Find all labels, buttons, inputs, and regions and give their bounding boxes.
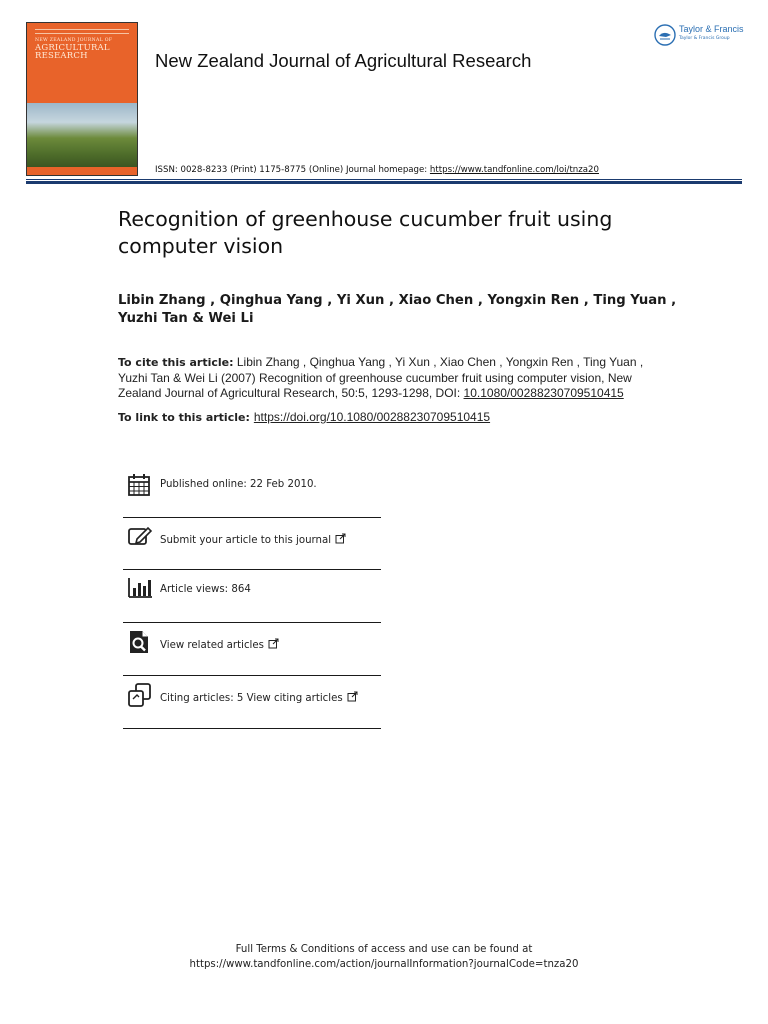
citation-block — [118, 355, 658, 402]
journal-title: New Zealand Journal of Agricultural Research — [155, 50, 532, 71]
article-views-text: Article views: 864 — [160, 584, 251, 595]
cover-bottom-strip — [27, 167, 138, 176]
publisher-name: Taylor & Francis — [679, 24, 744, 34]
article-title: Recognition of greenhouse cucumber fruit using computer vision — [118, 207, 613, 258]
terms-line: Full Terms & Conditions of access and use can be found at — [235, 944, 533, 955]
published-online-text: Published online: 22 Feb 2010. — [160, 479, 317, 490]
external-link-icon — [347, 691, 358, 702]
cover-masthead-small: NEW ZEALAND JOURNAL OF — [35, 38, 113, 43]
issn-line — [155, 165, 599, 175]
link-label: To link to this article: — [118, 411, 250, 424]
citing-articles-text: Citing articles: 5 View citing articles — [160, 693, 343, 704]
related-articles-row[interactable] — [123, 628, 381, 668]
external-link-icon — [335, 533, 346, 544]
edit-icon — [127, 524, 153, 550]
header-rule-thick — [26, 181, 742, 184]
submit-article-link[interactable] — [160, 533, 346, 546]
article-doi-link[interactable]: https://doi.org/10.1080/00288230709510415 — [253, 410, 491, 424]
journal-cover-image — [26, 22, 138, 176]
journal-homepage-link[interactable]: https://www.tandfonline.com/loi/tnza20 — [429, 165, 599, 175]
cover-masthead-line1: AGRICULTURAL — [35, 42, 110, 53]
citing-articles-link[interactable] — [160, 691, 358, 704]
document-search-icon — [127, 629, 153, 655]
header-rule-thin — [26, 179, 742, 180]
published-online-row — [123, 470, 381, 510]
bar-chart-icon — [127, 575, 153, 601]
article-views-row — [123, 574, 381, 614]
cover-top-lines — [35, 29, 129, 34]
info-divider — [123, 728, 381, 729]
cover-masthead-line2: RESEARCH — [35, 51, 88, 62]
external-link-icon — [268, 638, 279, 649]
calendar-icon — [127, 472, 153, 498]
cite-doi-link[interactable]: 10.1080/00288230709510415 — [463, 386, 624, 400]
submit-article-text: Submit your article to this journal — [160, 535, 332, 546]
article-authors: Libin Zhang , Qinghua Yang , Yi Xun , Xiao Chen , Yongxin Ren , Ting Yuan , Yuzhi Tan & Wei Li — [118, 293, 677, 326]
issn-text: ISSN: 0028-8233 (Print) 1175-8775 (Online) Journal homepage: — [155, 165, 430, 175]
related-articles-link[interactable] — [160, 638, 279, 651]
related-articles-text: View related articles — [160, 640, 264, 651]
citing-articles-row[interactable] — [123, 681, 381, 721]
publisher-logo[interactable] — [654, 22, 746, 48]
publisher-group: Taylor & Francis Group — [679, 36, 730, 41]
info-divider — [123, 675, 381, 676]
submit-article-row[interactable] — [123, 522, 381, 562]
cover-photo — [27, 103, 138, 167]
citing-articles-icon — [127, 682, 153, 708]
info-divider — [123, 622, 381, 623]
cover-masthead — [35, 39, 131, 61]
article-link-line — [118, 410, 678, 424]
cite-label: To cite this article: — [118, 356, 234, 369]
info-divider — [123, 517, 381, 518]
terms-url[interactable]: https://www.tandfonline.com/action/journalInformation?journalCode=tnza20 — [189, 959, 579, 970]
terms-footer — [0, 942, 768, 972]
cite-text: Libin Zhang , Qinghua Yang , Yi Xun , Xiao Chen , Yongxin Ren , Ting Yuan , Yuzhi Tan & Wei Li (2007) Recognition of greenhouse cucumber fruit using computer vision, New Zealand Journal of Agricultural Research, 50:5, 1293-1298, DOI: — [118, 355, 644, 400]
info-divider — [123, 569, 381, 570]
publisher-emblem-icon — [654, 24, 676, 46]
